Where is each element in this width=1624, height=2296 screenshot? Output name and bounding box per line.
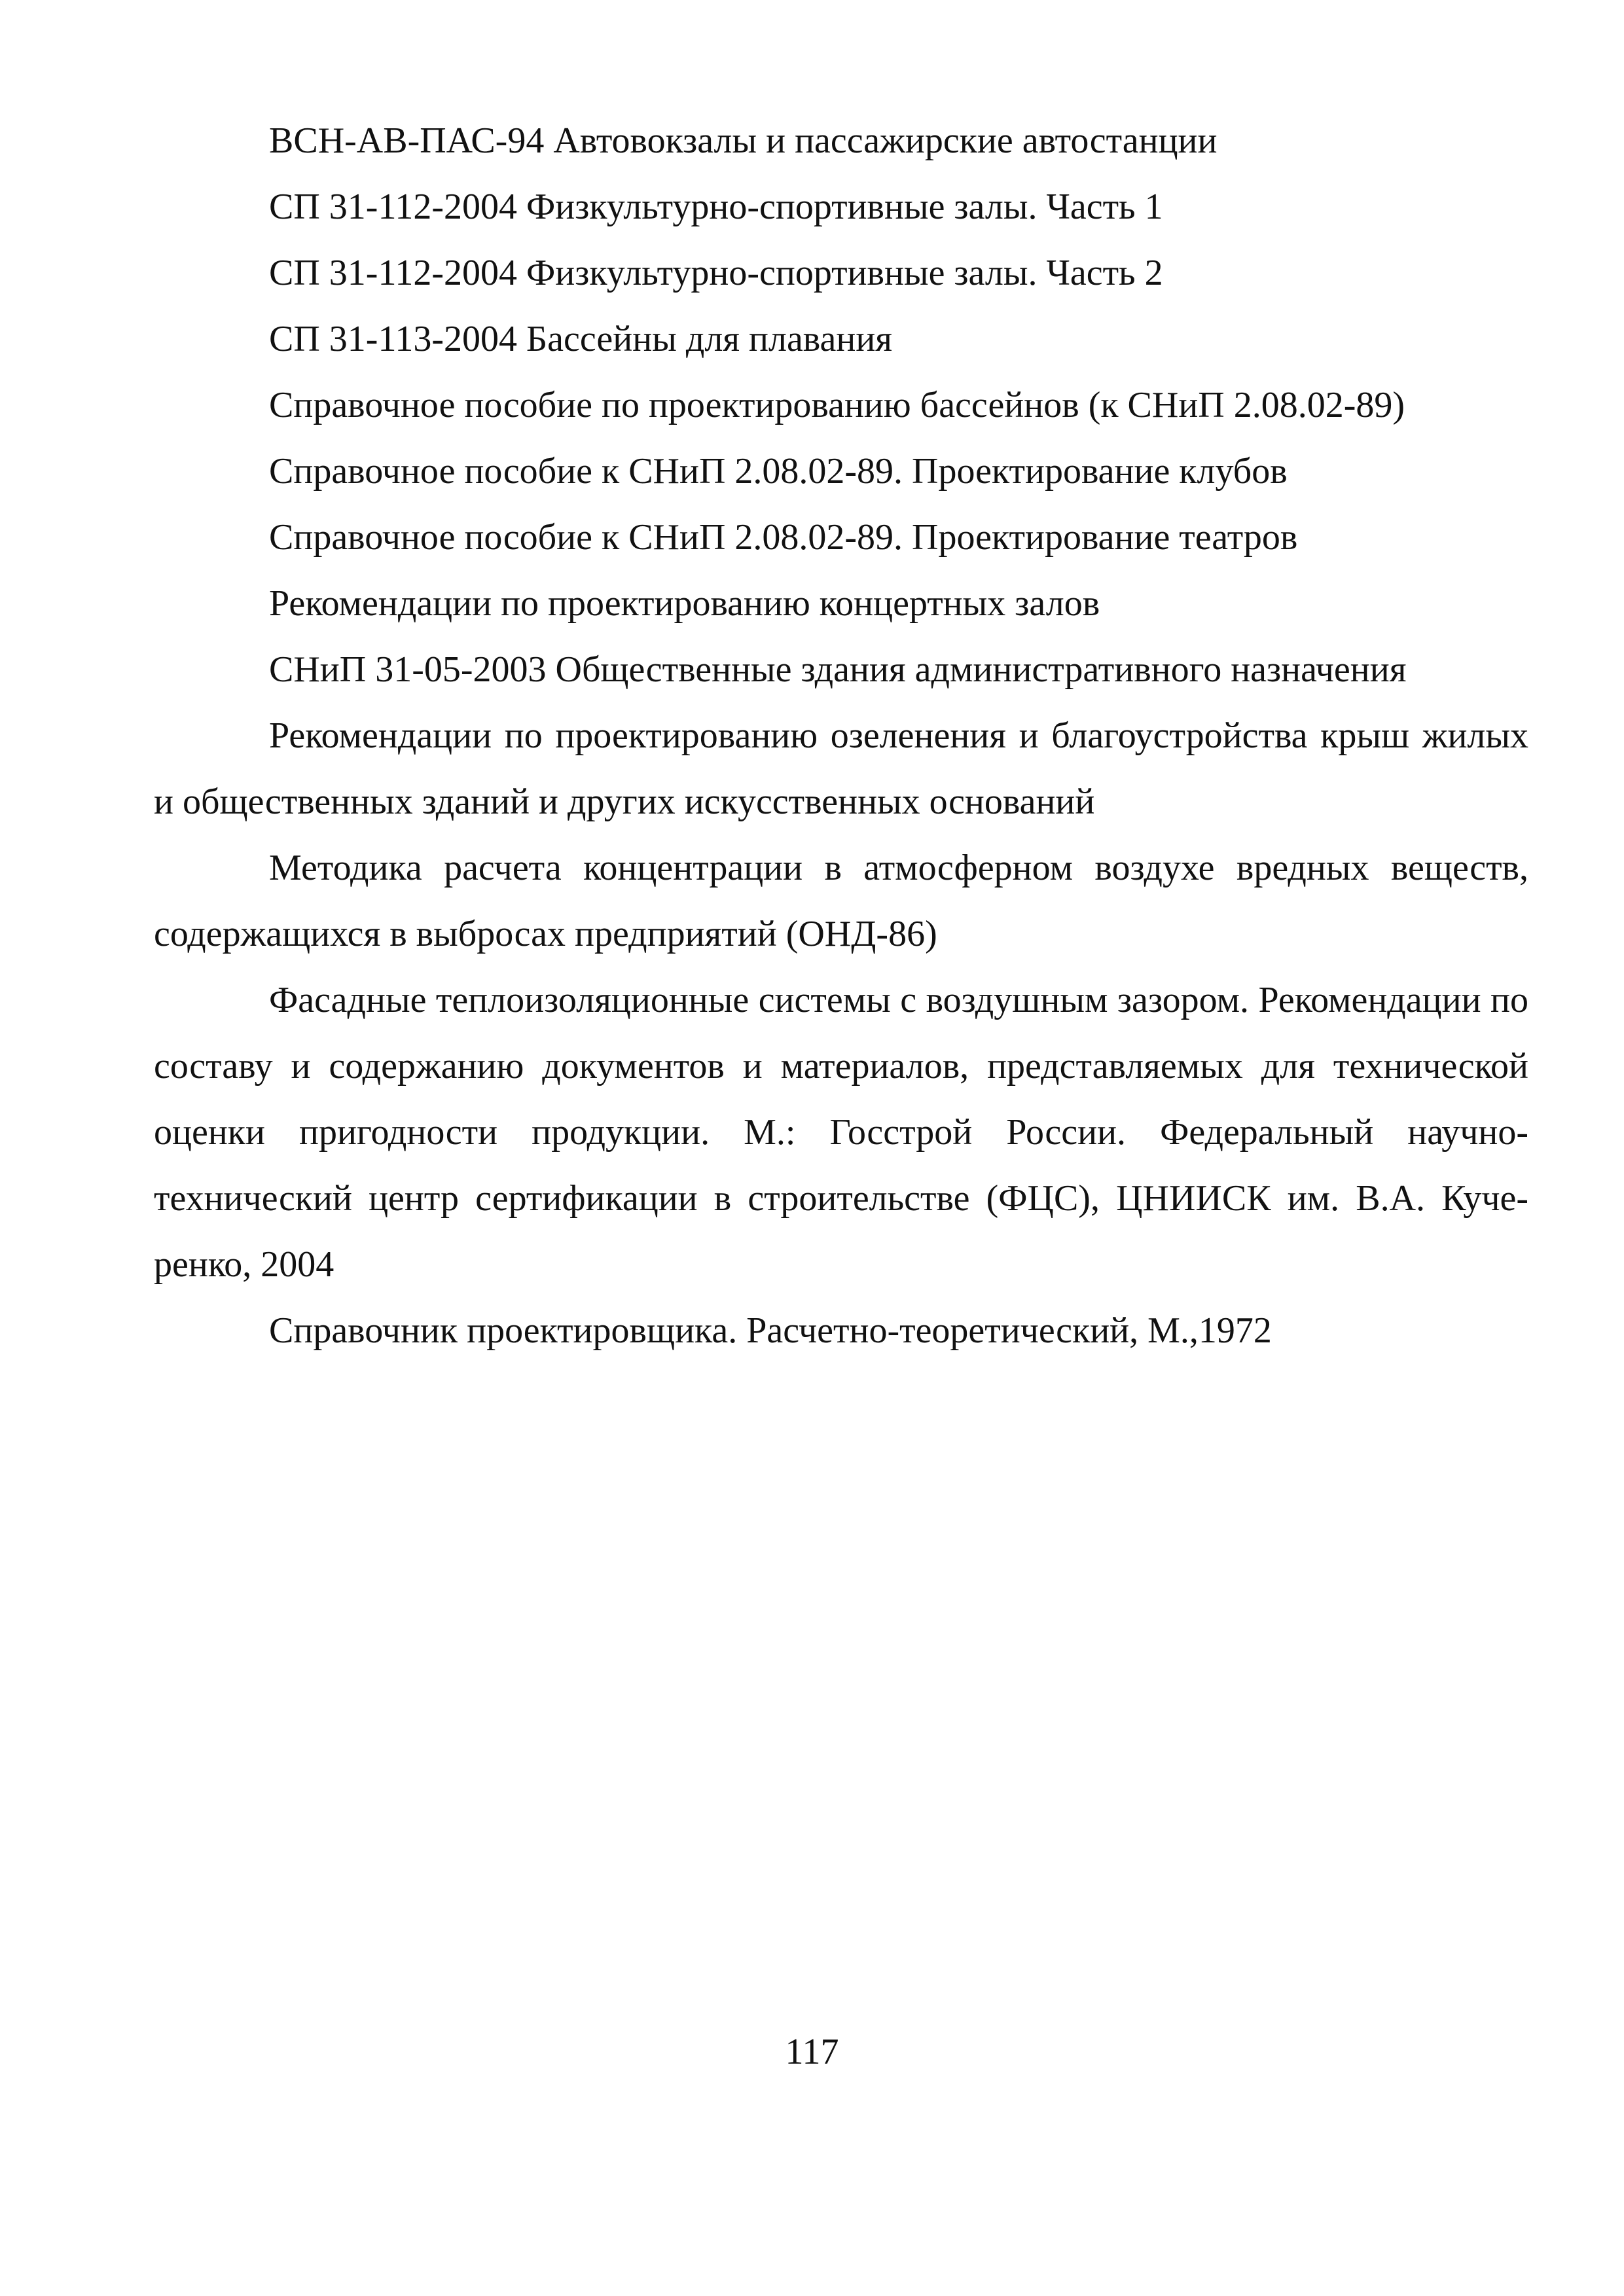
reference-entry-7: Справочное пособие к СНиП 2.08.02-89. Проектирование театров [269, 517, 1298, 558]
reference-entry-2: СП 31-112-2004 Физкультурно-спортивные залы. Часть 1 [269, 187, 1163, 227]
reference-entry-4: СП 31-113-2004 Бассейны для плавания [269, 319, 893, 359]
reference-entry-10: Рекомендации по проектированию озеленения и благоустройства крыш жилых и общественных зданий и других искусственных оснований [154, 715, 1528, 822]
reference-entry-9: СНиП 31-05-2003 Общественные здания административного назначения [269, 649, 1407, 690]
reference-entry-12: Фасадные теплоизоляционные системы с воздушным зазором. Рекомендации по составу и содержанию документов и материалов, представляемых для технической оценки пригодности продукции. М.: Госстрой России. Федеральный научно-технический центр сертификации в строительстве (ФЦС), ЦНИИСК им. В.А. Кучеренко, 2004 [154, 980, 1528, 1285]
reference-entry-5: Справочное пособие по проектированию бассейнов (к СНиП 2.08.02-89) [269, 385, 1405, 425]
reference-entry-8: Рекомендации по проектированию концертных залов [269, 583, 1100, 624]
reference-entry-1: ВСН-АВ-ПАС-94 Автовокзалы и пассажирские автостанции [269, 120, 1218, 161]
reference-entry-6: Справочное пособие к СНиП 2.08.02-89. Проектирование клубов [269, 451, 1288, 492]
reference-entry-13: Справочник проектировщика. Расчетно-теоретический, М.,1972 [269, 1310, 1272, 1351]
reference-list [154, 108, 1528, 1364]
page-number: 117 [785, 2032, 839, 2072]
reference-entry-3: СП 31-112-2004 Физкультурно-спортивные залы. Часть 2 [269, 253, 1163, 293]
reference-entry-11: Методика расчета концентрации в атмосферном воздухе вредных веществ, содержащихся в выбросах предприятий (ОНД-86) [154, 848, 1528, 954]
